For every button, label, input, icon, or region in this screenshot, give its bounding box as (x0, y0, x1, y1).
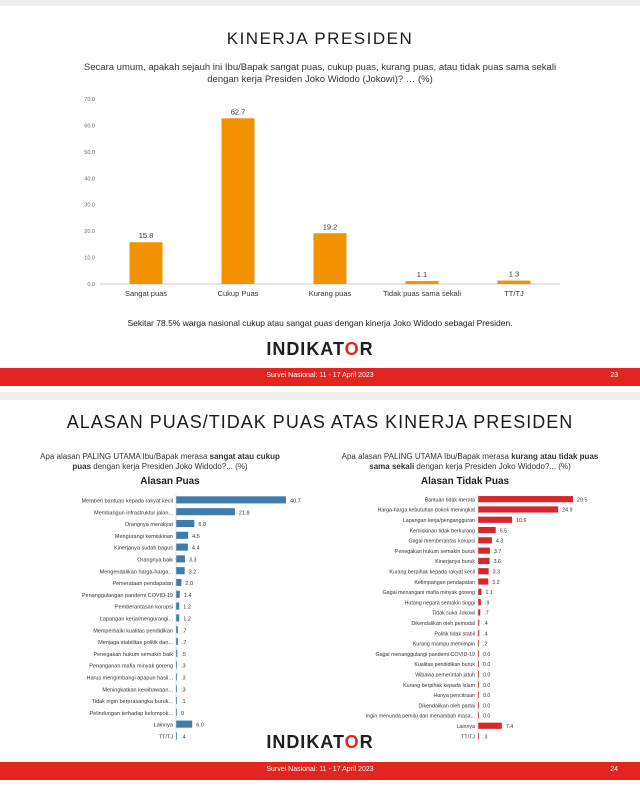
value-label: 0.0 (483, 672, 491, 679)
value-label: 4.3 (495, 538, 504, 545)
category-label: Memperbaiki kualitas pendidikan (93, 628, 173, 635)
category-label: Menjaga stabilitas politik dan... (98, 640, 173, 647)
y-tick-label: 50.0 (84, 149, 95, 156)
value-label: 3.6 (493, 559, 501, 566)
y-tick-label: 70.0 (84, 97, 95, 103)
value-label: 0.0 (483, 682, 491, 689)
category-label: Pemerataan pendapatan (112, 581, 173, 588)
value-label: .7 (181, 628, 187, 635)
value-label: .3 (181, 663, 186, 670)
value-label: 4.4 (191, 545, 200, 552)
footer-bar (0, 368, 640, 386)
category-label: Kurang mampu memimpin (412, 641, 475, 648)
alasan-tidak-puas-chart (320, 492, 640, 752)
category-label: Membangun infrastruktur jalan... (94, 510, 173, 517)
bar (478, 527, 496, 533)
heading-alasan-tidak-puas: Alasan Tidak Puas (420, 476, 510, 487)
category-label: Gagal menangani mafia minyak goreng (382, 590, 475, 597)
category-label: Kinerjanya buruk (435, 559, 475, 566)
chart-footnote: Sekitar 78.5% warga nasional cukup atau sangat puas dengan kinerja Joko Widodo sebagai Presiden. (127, 318, 513, 328)
bar (176, 591, 180, 598)
category-label: Wibawa pemerintah jatuh (415, 672, 475, 679)
bar (478, 517, 512, 523)
value-label: 40.7 (290, 498, 301, 505)
bar (478, 496, 573, 502)
category-label: Kualitas pendidikan buruk (414, 662, 475, 669)
value-label: 1.2 (183, 616, 191, 623)
satisfaction-bar-chart (0, 6, 640, 306)
category-label: TT/TJ (461, 734, 475, 741)
value-label: 21.8 (238, 510, 250, 517)
value-label: 0.0 (483, 651, 491, 658)
value-label: 6.0 (196, 722, 204, 729)
y-tick-label: 30.0 (84, 202, 95, 209)
value-label: 62.7 (230, 107, 246, 117)
category-label: Harga-harga kebutuhan pokok meningkat (377, 507, 475, 514)
question-tidak-puas: Apa alasan PALING UTAMA Ibu/Bapak merasa kurang atau tidak puas sama sekali dengan kerja Presiden Joko Widodo?... (%) (341, 452, 599, 471)
slide-title: ALASAN PUAS/TIDAK PUAS ATAS KINERJA PRESIDEN (66, 412, 574, 432)
page-number: 24 (610, 766, 618, 773)
category-label: Tidak puas sama sekali (382, 289, 462, 298)
value-label: 19.2 (322, 222, 338, 232)
value-label: .3 (181, 687, 186, 694)
value-label: 2.0 (185, 581, 194, 588)
value-label: 1.1 (416, 270, 428, 280)
y-tick-label: 0.0 (87, 282, 95, 288)
category-label: Orangnya baik (137, 557, 173, 564)
bar (314, 233, 347, 284)
value-label: 1.1 (485, 590, 493, 597)
category-label: Kurang berpihak kepada Islam (403, 682, 475, 689)
category-label: Hutang negara semakin tinggi (404, 600, 475, 607)
slide-kinerja-presiden (0, 6, 640, 392)
bar (406, 281, 439, 284)
value-label: 1.4 (183, 592, 192, 599)
category-label: Pemberantasan korupsi (114, 604, 173, 611)
value-label: .4 (483, 621, 488, 628)
category-label: Kemiskinan tidak berkurang (409, 528, 475, 535)
value-label: 6.8 (198, 522, 207, 529)
bar (478, 589, 482, 595)
value-label: .3 (181, 675, 186, 682)
footer-bar (0, 762, 640, 780)
bar (478, 568, 489, 574)
category-label: Lapangan kerja/mengurangi... (99, 616, 173, 623)
value-label: 3.3 (188, 557, 197, 564)
y-tick-label: 10.0 (84, 255, 95, 262)
page-number: 23 (610, 372, 618, 379)
survey-date: Survei Nasional: 11 - 17 April 2023 (266, 372, 374, 379)
bar (176, 555, 185, 562)
y-tick-label: 20.0 (84, 229, 95, 236)
value-label: 5.5 (499, 528, 508, 535)
bar (478, 599, 481, 605)
bar (176, 614, 179, 621)
value-label: .4 (181, 734, 186, 741)
category-label: Orangnya merakyat (124, 522, 173, 529)
bar (176, 544, 188, 551)
category-label: Dikendalikan oleh pemodal (411, 621, 475, 628)
category-label: Penegakan hukum semakin baik (93, 651, 173, 658)
value-label: 1.3 (508, 269, 520, 279)
value-label: 0.0 (483, 662, 491, 669)
category-label: Dikendalikan oleh partai (418, 703, 475, 710)
alasan-puas-chart (0, 492, 320, 752)
value-label: 3.2 (492, 579, 500, 586)
category-label: Lapangan kerja/pengangguran (402, 518, 475, 525)
category-label: Politik tidak stabil (434, 631, 475, 638)
y-tick-label: 60.0 (84, 123, 95, 130)
category-label: Meningkatkan kewibawaan... (102, 687, 173, 694)
bar (130, 242, 163, 284)
bar (498, 281, 531, 284)
value-label: .5 (181, 651, 186, 658)
value-label: 3.3 (492, 569, 501, 576)
category-label: TT/TJ (158, 734, 173, 741)
value-label: 7.4 (505, 724, 514, 731)
bar (478, 506, 558, 512)
category-label: Pelindungan terhadap kelompok... (89, 710, 173, 717)
value-label: .1 (181, 699, 186, 706)
value-label: 24.9 (562, 507, 573, 514)
category-label: Hanya pencitraan (433, 693, 475, 700)
category-label: Gagal menanggulangi pandemi COVID-19 (375, 651, 475, 658)
slide-title: KINERJA PRESIDEN (226, 29, 414, 48)
heading-alasan-puas: Alasan Puas (140, 476, 200, 487)
category-label: Kurang berpihak kepada rakyat kecil (389, 569, 475, 576)
category-label: Mengurangi kemiskinan (114, 533, 173, 540)
category-label: Penanggulangan pandemi COVID-19 (81, 592, 173, 599)
value-label: .2 (483, 641, 488, 648)
category-label: Penegakan hukum semakin buruk (394, 548, 475, 555)
category-label: TT/TJ (504, 289, 524, 298)
y-tick-label: 40.0 (84, 176, 95, 183)
value-label: 0 (181, 710, 185, 717)
value-label: 29.5 (577, 497, 588, 504)
value-label: 0.0 (483, 693, 491, 700)
category-label: Penanganan mafia minyak goreng (89, 663, 173, 670)
indikator-logo: INDIKATOR (266, 732, 374, 752)
value-label: .7 (181, 640, 187, 647)
value-label: 4.5 (192, 533, 200, 540)
bar (176, 508, 235, 515)
value-label: 0.0 (483, 713, 491, 720)
value-label: .7 (484, 610, 489, 617)
bar (478, 578, 488, 584)
survey-question: Secara umum, apakah sejauh ini Ibu/Bapak sangat puas, cukup puas, kurang puas, atau tidak puas sama sekali dengan kerja Presiden Joko Widodo (Jokowi)? … (%) (83, 62, 557, 85)
bar (176, 603, 179, 610)
category-label: Lainnya (456, 724, 475, 731)
category-label: Memberi bantuan kepada rakyat kecil (81, 498, 173, 505)
value-label: 1.2 (183, 604, 191, 611)
bar (176, 520, 194, 527)
value-label: .9 (484, 600, 490, 607)
category-label: Lainnya (153, 722, 173, 729)
value-label: 3.2 (188, 569, 197, 576)
category-label: Tidak ingin berprasangka buruk... (91, 699, 173, 706)
bar (222, 118, 255, 284)
value-label: 15.8 (138, 231, 154, 241)
value-label: 0.0 (483, 703, 491, 710)
category-label: Gagal memberantas korupsi (408, 538, 475, 545)
bar (478, 558, 490, 564)
bar (176, 721, 192, 728)
category-label: Kurang puas (308, 289, 352, 298)
category-label: Cukup Puas (217, 289, 259, 298)
indikator-logo: INDIKATOR (266, 339, 374, 359)
category-label: Ingin menunda pemilu dan menambah masa... (365, 713, 475, 720)
category-label: Ketimpangan pendapatan (414, 579, 475, 586)
category-label: Harus mengimbangi apapun hasil... (86, 675, 173, 682)
value-label: 3.7 (493, 548, 502, 555)
value-label: .4 (483, 631, 488, 638)
category-label: Kinerjanya sudah bagus (113, 545, 173, 552)
category-label: Bantuan tidak merata (424, 497, 475, 504)
bar (176, 567, 185, 574)
survey-date: Survei Nasional: 11 - 17 April 2023 (266, 766, 374, 773)
bar (478, 609, 480, 615)
category-label: Tidak suka Jokowi (431, 610, 475, 617)
value-label: .3 (483, 734, 488, 741)
value-label: 10.6 (516, 518, 527, 525)
category-label: Mengendalikan harga-harga... (99, 569, 173, 576)
bar (478, 548, 490, 554)
question-puas: Apa alasan PALING UTAMA Ibu/Bapak merasa sangat atau cukup puas dengan kerja Presiden Joko Widodo?... (%) (40, 452, 280, 471)
bar (176, 496, 286, 503)
bar (176, 532, 188, 539)
bar (478, 537, 492, 543)
slide-alasan-puas (0, 400, 640, 786)
category-label: Sangat puas (124, 289, 168, 298)
bar (176, 579, 181, 586)
bar (478, 723, 502, 729)
